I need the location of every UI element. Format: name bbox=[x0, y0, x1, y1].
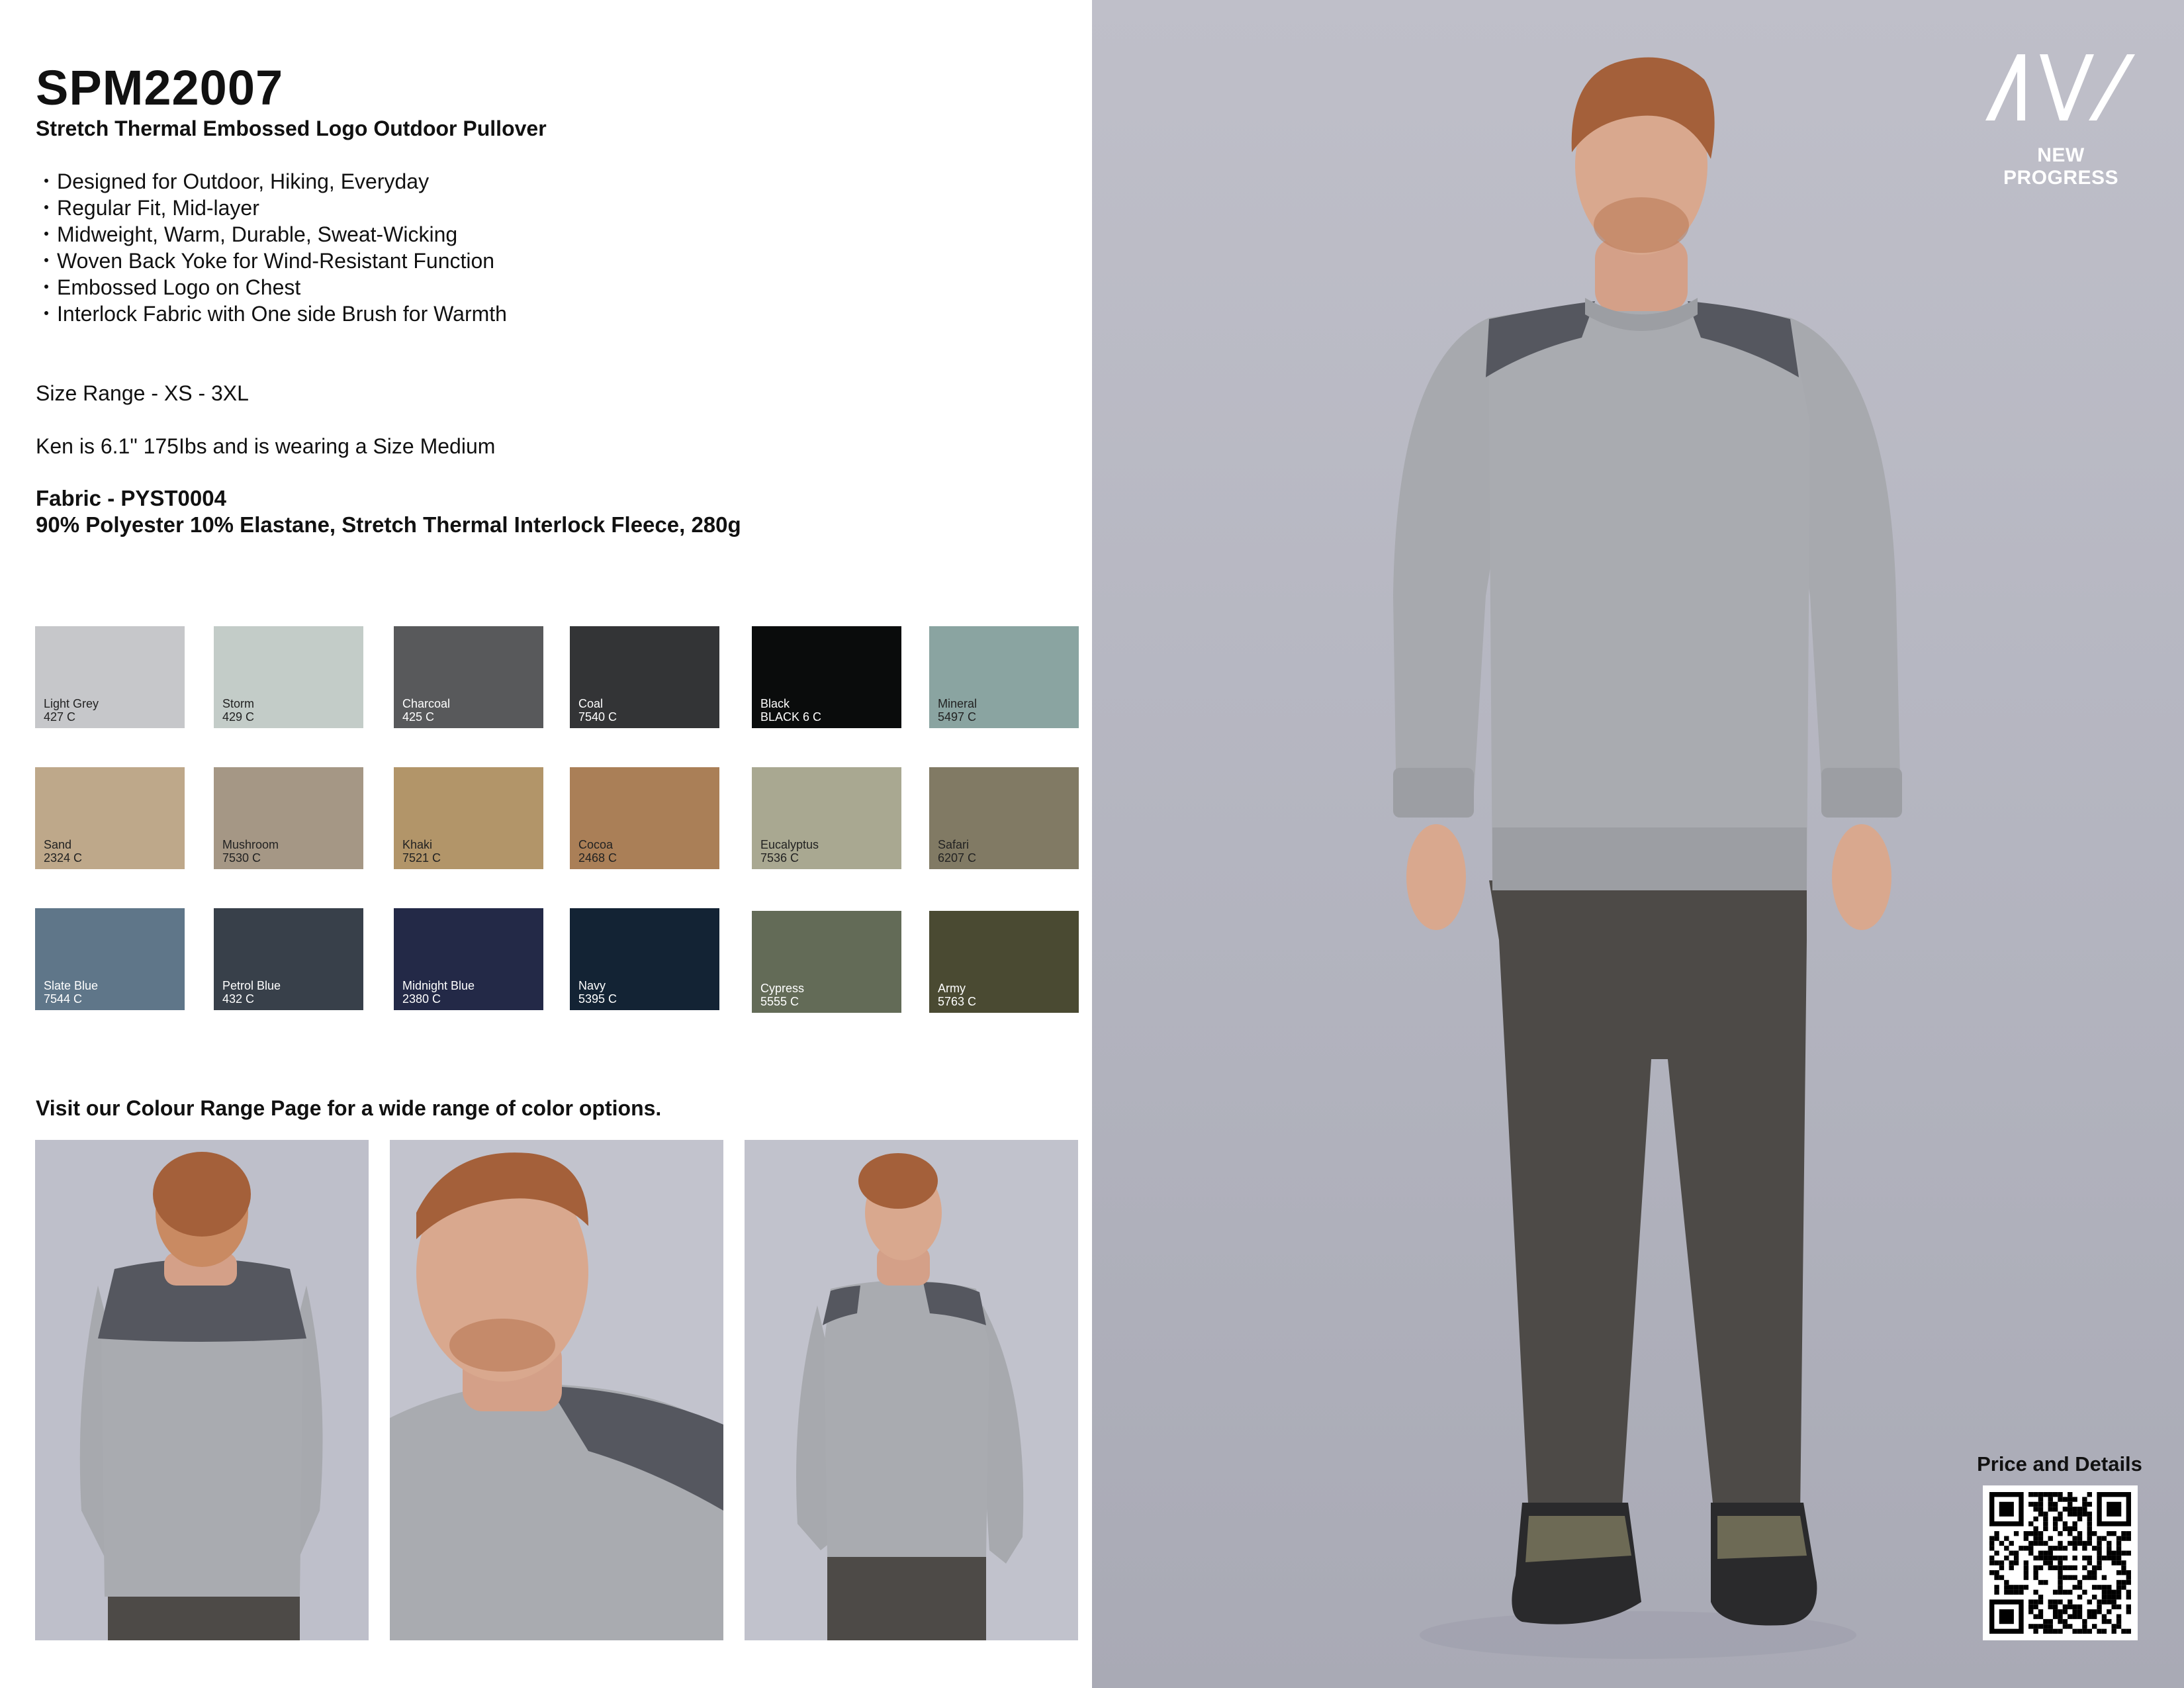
closeup-illustration bbox=[390, 1140, 723, 1640]
swatch-name: Black bbox=[760, 697, 790, 710]
swatch-code: 2324 C bbox=[44, 851, 83, 865]
colour-swatch[interactable] bbox=[752, 911, 901, 1013]
colour-swatch[interactable] bbox=[35, 626, 185, 728]
fabric-description: 90% Polyester 10% Elastane, Stretch Thermal Interlock Fleece, 280g bbox=[36, 512, 741, 537]
swatch-name: Mineral bbox=[938, 697, 978, 710]
closeup-photo bbox=[390, 1140, 723, 1640]
sweater-front bbox=[824, 1281, 989, 1558]
right-cuff bbox=[1821, 768, 1902, 818]
colour-swatch[interactable] bbox=[35, 767, 185, 869]
hero-photo-panel bbox=[1092, 0, 2184, 1688]
swatch-name: Eucalyptus bbox=[760, 838, 819, 851]
size-range: Size Range - XS - 3XL bbox=[36, 381, 249, 405]
swatch-name: Navy bbox=[578, 979, 606, 992]
product-name: Stretch Thermal Embossed Logo Outdoor Pullover bbox=[36, 117, 547, 140]
swatch-code: 2468 C bbox=[578, 851, 617, 865]
hair bbox=[858, 1153, 938, 1209]
swatch-code: 5395 C bbox=[578, 992, 617, 1006]
swatch-code: 7536 C bbox=[760, 851, 799, 865]
colour-swatch[interactable] bbox=[214, 626, 363, 728]
swatch-name: Sand bbox=[44, 838, 72, 851]
swatch-code: 5497 C bbox=[938, 710, 977, 724]
colour-swatch[interactable] bbox=[929, 911, 1079, 1013]
right-shoe-panel bbox=[1717, 1516, 1807, 1559]
swatch-name: Slate Blue bbox=[44, 979, 99, 992]
swatch-code: 427 C bbox=[44, 710, 76, 724]
swatch-name: Khaki bbox=[402, 838, 433, 851]
side-view-photo bbox=[745, 1140, 1078, 1640]
sweater-front bbox=[1489, 305, 1810, 887]
colour-swatch[interactable] bbox=[35, 908, 185, 1010]
back-view-photo bbox=[35, 1140, 369, 1640]
colour-swatch[interactable] bbox=[394, 908, 543, 1010]
swatch-name: Cocoa bbox=[578, 838, 614, 851]
colour-swatch[interactable] bbox=[394, 767, 543, 869]
colour-swatch[interactable] bbox=[929, 626, 1079, 728]
fabric-code: Fabric - PYST0004 bbox=[36, 486, 226, 510]
swatch-code: 425 C bbox=[402, 710, 435, 724]
colour-swatch[interactable] bbox=[752, 626, 901, 728]
pants bbox=[827, 1557, 986, 1640]
colour-swatch[interactable] bbox=[214, 908, 363, 1010]
pants bbox=[108, 1597, 300, 1640]
colour-swatch[interactable] bbox=[570, 767, 719, 869]
swatch-code: 7530 C bbox=[222, 851, 261, 865]
swatch-code: 5555 C bbox=[760, 995, 799, 1008]
hero-model-illustration bbox=[1092, 0, 2184, 1688]
colour-swatch[interactable] bbox=[570, 908, 719, 1010]
brand-tagline: NEW PROGRESS bbox=[2003, 144, 2119, 189]
feature-item: ・ Midweight, Warm, Durable, Sweat-Wicking bbox=[36, 221, 507, 248]
feature-item: ・ Designed for Outdoor, Hiking, Everyday bbox=[36, 168, 507, 195]
beard bbox=[1594, 197, 1689, 253]
product-code: SPM22007 bbox=[36, 60, 284, 115]
swatch-name: Mushroom bbox=[222, 838, 279, 851]
aw-monogram-icon bbox=[1983, 52, 2138, 123]
beard bbox=[449, 1319, 555, 1372]
hair bbox=[153, 1152, 251, 1237]
back-view-illustration bbox=[35, 1140, 369, 1640]
swatch-name: Army bbox=[938, 982, 966, 995]
qr-code-graphic bbox=[1989, 1492, 2131, 1634]
swatch-name: Coal bbox=[578, 697, 604, 710]
left-shoe-panel bbox=[1525, 1516, 1631, 1562]
right-hand bbox=[1832, 824, 1891, 930]
pants bbox=[1489, 880, 1807, 1516]
feature-item: ・ Woven Back Yoke for Wind-Resistant Function bbox=[36, 248, 507, 274]
swatch-code: 7521 C bbox=[402, 851, 441, 865]
qr-code-icon[interactable] bbox=[1983, 1485, 2138, 1640]
swatch-code: 432 C bbox=[222, 992, 255, 1006]
colour-swatch[interactable] bbox=[929, 767, 1079, 869]
side-view-illustration bbox=[745, 1140, 1078, 1640]
swatch-code: 5763 C bbox=[938, 995, 977, 1008]
swatch-code: BLACK 6 C bbox=[760, 710, 822, 724]
swatch-code: 429 C bbox=[222, 710, 255, 724]
colour-range-link[interactable]: Visit our Colour Range Page for a wide range of color options. bbox=[36, 1096, 662, 1120]
swatch-code: 6207 C bbox=[938, 851, 977, 865]
swatch-code: 7540 C bbox=[578, 710, 617, 724]
price-details-label: Price and Details bbox=[1977, 1452, 2142, 1476]
colour-swatch[interactable] bbox=[394, 626, 543, 728]
swatch-name: Petrol Blue bbox=[222, 979, 281, 992]
swatch-code: 2380 C bbox=[402, 992, 441, 1006]
swatch-name: Safari bbox=[938, 838, 970, 851]
left-cuff bbox=[1393, 768, 1474, 818]
feature-list bbox=[36, 168, 507, 327]
model-note: Ken is 6.1" 175Ibs and is wearing a Size Medium bbox=[36, 434, 496, 458]
feature-item: ・ Regular Fit, Mid-layer bbox=[36, 195, 507, 221]
swatch-name: Midnight Blue bbox=[402, 979, 475, 992]
swatch-name: Cypress bbox=[760, 982, 805, 995]
colour-swatch[interactable] bbox=[752, 767, 901, 869]
feature-item: ・ Embossed Logo on Chest bbox=[36, 274, 507, 301]
sweater-hem bbox=[1492, 827, 1807, 890]
swatch-name: Light Grey bbox=[44, 697, 99, 710]
swatch-code: 7544 C bbox=[44, 992, 83, 1006]
colour-swatch[interactable] bbox=[570, 626, 719, 728]
swatch-name: Charcoal bbox=[402, 697, 451, 710]
swatch-name: Storm bbox=[222, 697, 255, 710]
feature-item: ・ Interlock Fabric with One side Brush for Warmth bbox=[36, 301, 507, 327]
colour-swatch[interactable] bbox=[214, 767, 363, 869]
left-hand bbox=[1406, 824, 1466, 930]
